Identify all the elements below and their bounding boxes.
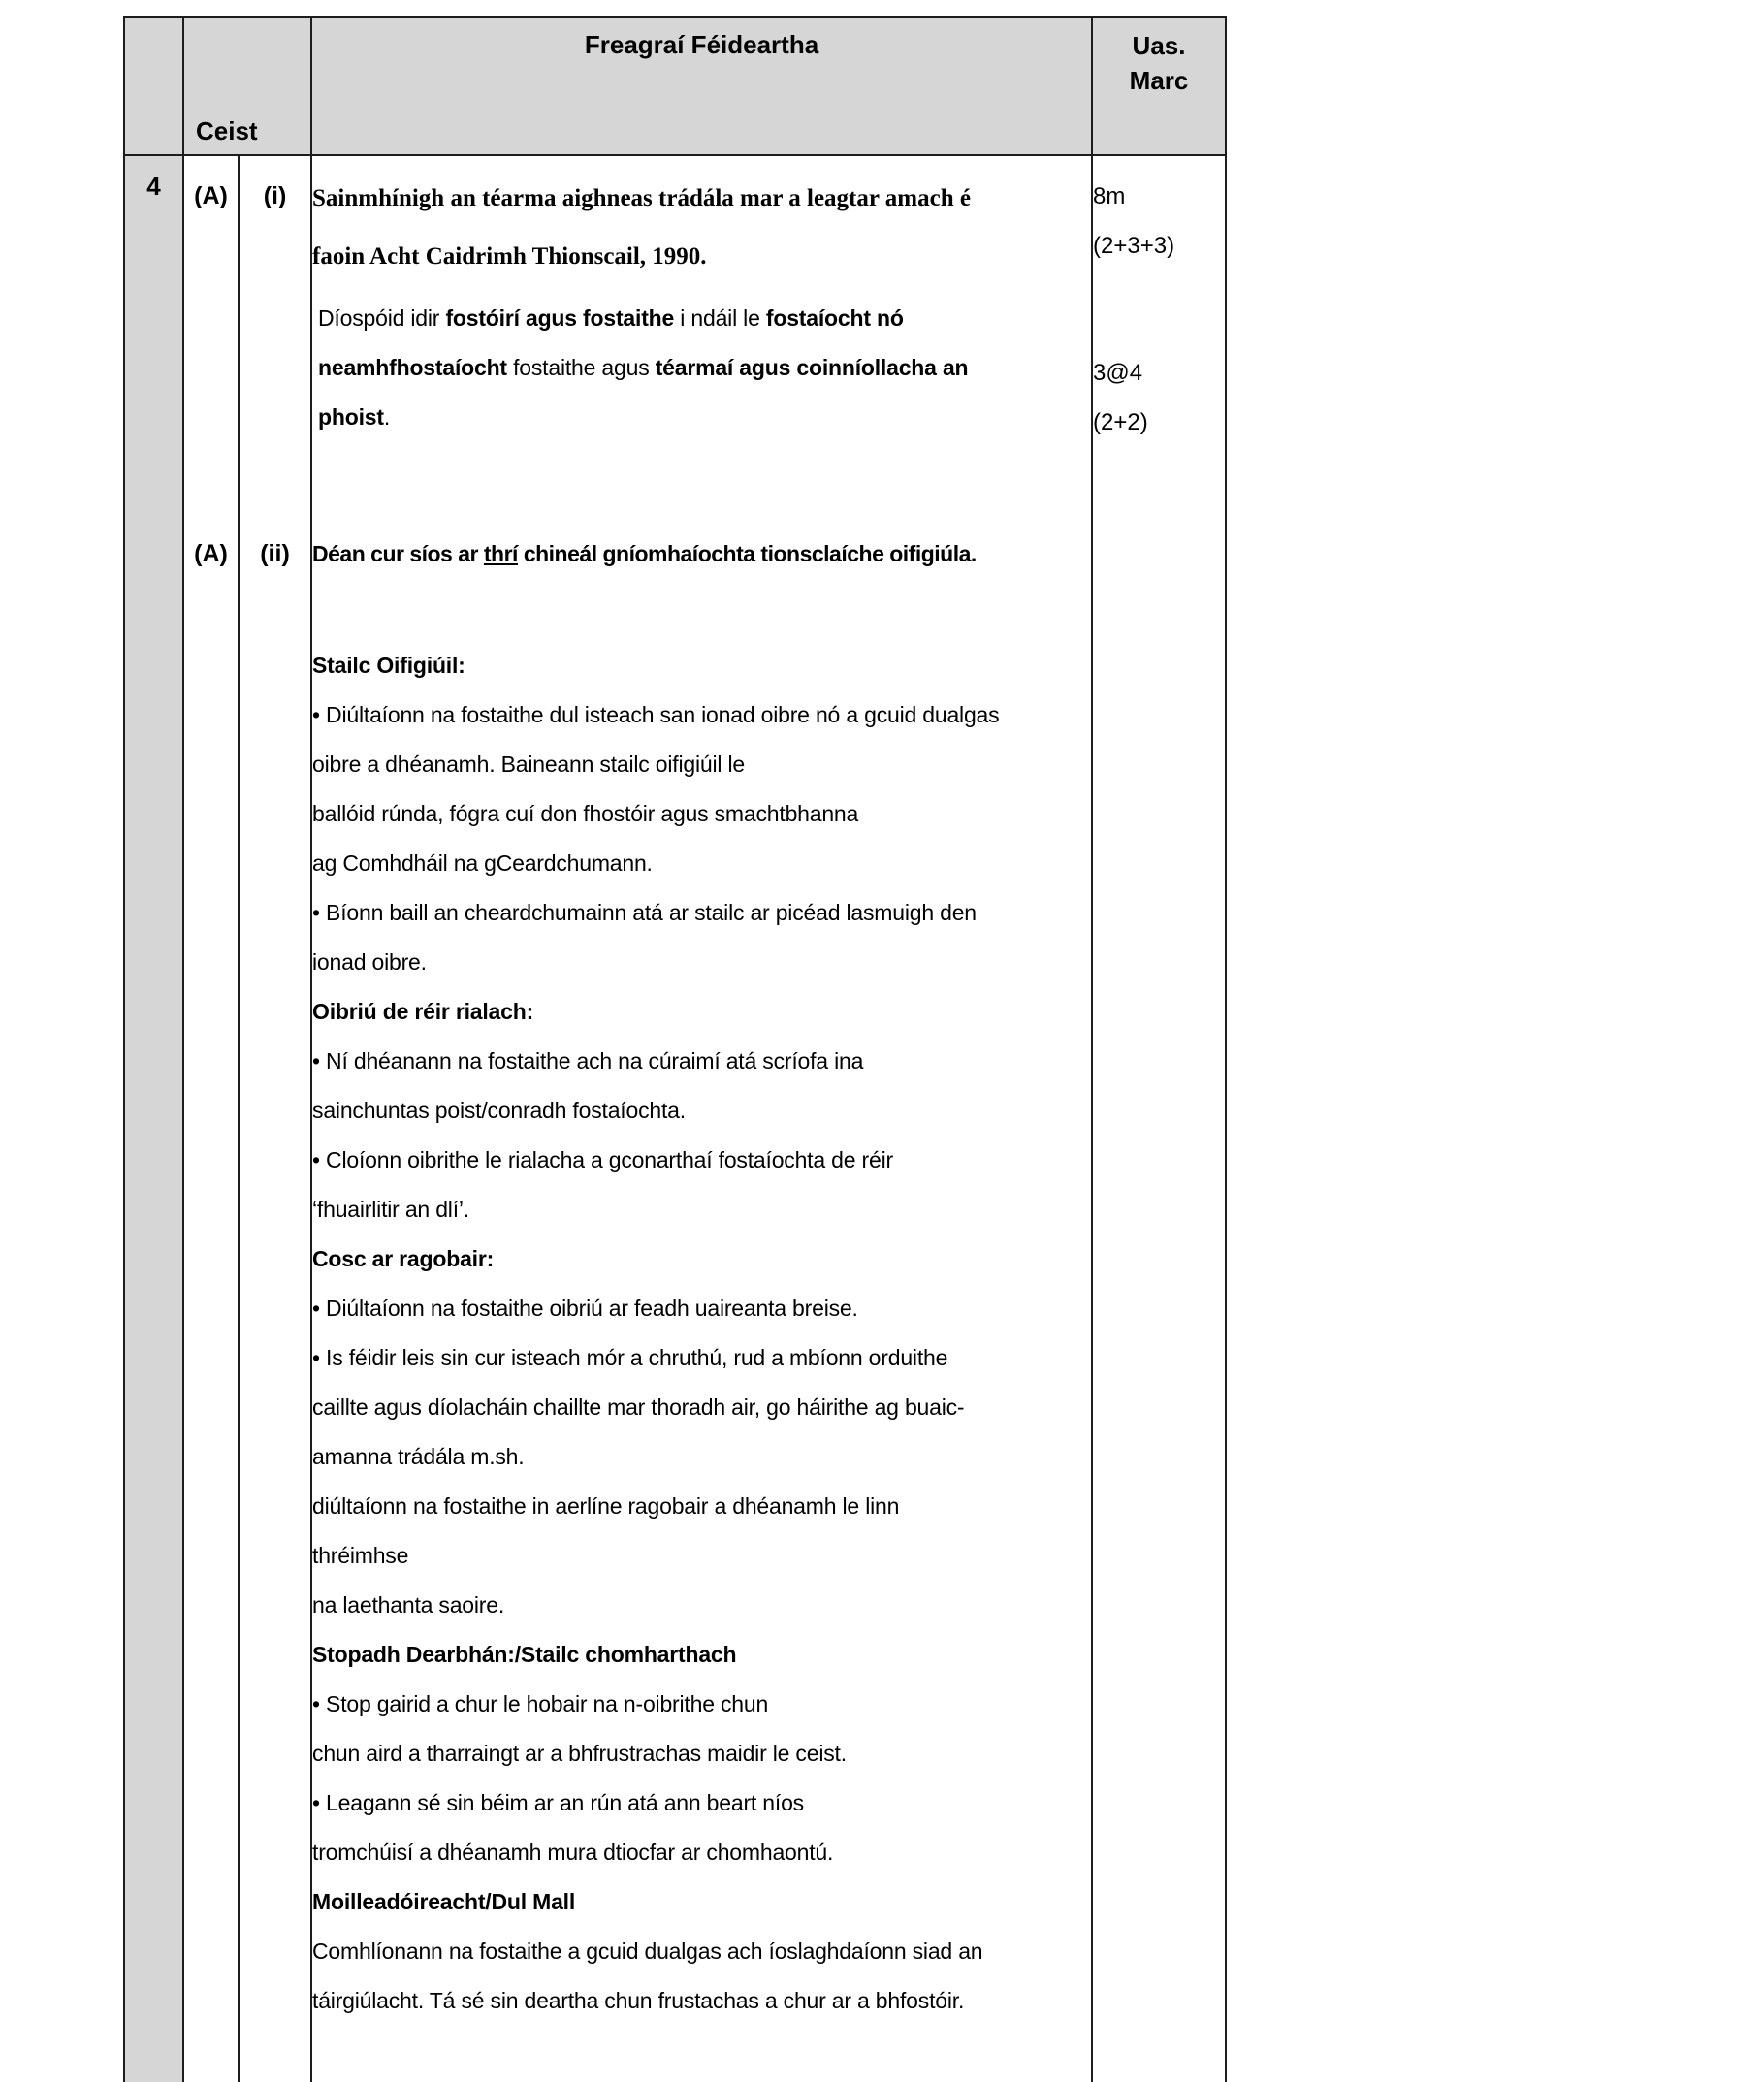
answer-a-ii-text [312, 641, 1091, 2026]
text-segment: diúltaíonn na fostaithe in aerlíne ragobair a dhéanamh le linn [312, 1493, 900, 1519]
text-line [312, 839, 1091, 888]
text-segment: ballóid rúnda, fógra cuí don fhostóir agus smachtbhanna [312, 801, 859, 826]
text-line [312, 1185, 1091, 1234]
subpart-label-ii: (ii) [260, 540, 290, 567]
text-line [312, 1828, 1091, 1877]
text-line [312, 1680, 1091, 1729]
text-segment: • Diúltaíonn na fostaithe oibriú ar feadh uaireanta breise. [312, 1296, 858, 1321]
text-segment: fostaíocht nó [765, 305, 904, 331]
text-line [318, 393, 1091, 442]
text-segment: ionad oibre. [312, 949, 427, 975]
text-segment: • Diúltaíonn na fostaithe dul isteach san ionad oibre nó a gcuid dualgas [312, 702, 1000, 727]
text-line [312, 1877, 1091, 1927]
text-line [312, 938, 1091, 987]
question-a-ii-heading [312, 529, 1091, 579]
text-segment: Cosc ar ragobair: [312, 1246, 495, 1271]
marks-header-line1: Uas. [1132, 31, 1186, 60]
text-segment: neamhfhostaíocht [318, 355, 507, 380]
text-segment: Stailc Oifigiúil: [312, 653, 465, 678]
text-segment: • Is féidir leis sin cur isteach mór a chruthú, rud a mbíonn orduithe [312, 1345, 948, 1370]
text-line [312, 789, 1091, 839]
text-segment: na laethanta saoire. [312, 1592, 505, 1618]
answers-cell [311, 155, 1092, 2082]
text-line [312, 987, 1091, 1037]
text-segment: oibre a dhéanamh. Baineann stailc oifigiúil le [312, 752, 745, 777]
header-cell-answers [311, 17, 1092, 155]
text-segment: amanna trádála m.sh. [312, 1444, 525, 1469]
table-header-row [124, 17, 1226, 155]
mark-breakdown-2: (2+2) [1093, 409, 1148, 435]
text-segment: Oibriú de réir rialach: [312, 999, 534, 1024]
text-segment: Comhlíonann na fostaithe a gcuid dualgas ach íoslaghdaíonn siad an [312, 1938, 983, 1964]
text-line [312, 888, 1091, 938]
text-line [312, 1383, 1091, 1432]
text-segment: • Ní dhéanann na fostaithe ach na cúraimí atá scríofa ina [312, 1048, 864, 1073]
text-segment: chun aird a tharraingt ar a bhfrustrachas maidir le ceist. [312, 1741, 847, 1766]
text-segment: táirgiúlacht. Tá sé sin deartha chun frustachas a chur ar a bhfostóir. [312, 1988, 965, 2013]
text-segment: • Stop gairid a chur le hobair na n-oibrithe chun [312, 1691, 769, 1716]
text-segment: . [383, 404, 391, 430]
text-segment: • Cloíonn oibrithe le rialacha a gconarthaí fostaíochta de réir [312, 1147, 893, 1172]
text-segment: i ndáil le [674, 305, 766, 331]
text-line [312, 1778, 1091, 1828]
marks-header-line2: Marc [1129, 66, 1189, 95]
text-segment: • Bíonn baill an cheardchumainn atá ar stailc ar picéad lasmuigh den [312, 900, 977, 925]
text-line [312, 1729, 1091, 1778]
text-segment: faoin Acht Caidrimh Thionscail, 1990. [312, 243, 707, 270]
mark-group-2 [1093, 348, 1225, 447]
text-segment: Díospóid idir [318, 305, 446, 331]
text-line [312, 1136, 1091, 1185]
answers-column-header: Freagraí Féideartha [584, 30, 819, 59]
text-line [312, 1630, 1091, 1680]
text-line [312, 1927, 1091, 1976]
text-segment: fostaithe agus [506, 355, 656, 380]
part-label-a-ii: (A) [194, 540, 228, 567]
text-line [312, 1333, 1091, 1383]
header-cell-marks [1092, 17, 1226, 155]
text-line [312, 1234, 1091, 1284]
text-segment: tromchúisí a dhéanamh mura dtiocfar ar chomhaontú. [312, 1840, 834, 1865]
subpart-label-cell [239, 155, 311, 2082]
text-segment: sainchuntas poist/conradh fostaíochta. [312, 1098, 686, 1123]
text-line [312, 170, 1091, 228]
marks-column-header [1093, 18, 1225, 98]
text-segment: • Leagann sé sin béim ar an rún atá ann beart níos [312, 1790, 804, 1815]
text-segment: thréimhse [312, 1543, 409, 1568]
text-line [318, 343, 1091, 393]
text-segment: phoist [318, 404, 384, 430]
text-line [312, 1284, 1091, 1333]
marks-cell [1092, 155, 1226, 2082]
text-line [312, 1482, 1091, 1531]
text-segment: chineál gníomhaíochta tionsclaíche oifigiúla. [517, 541, 977, 566]
text-segment: caillte agus díolacháin chaillte mar thoradh air, go háirithe ag buaic- [312, 1394, 965, 1420]
text-line [312, 1037, 1091, 1086]
subpart-label-i: (i) [263, 182, 287, 209]
text-segment: fostóirí agus fostaithe [445, 305, 675, 331]
text-segment: téarmaí agus coinníollacha an [655, 355, 969, 380]
text-line [312, 1976, 1091, 2026]
text-segment: Stopadh Dearbhán:/Stailc chomharthach [312, 1642, 737, 1667]
question-row [124, 155, 1226, 2082]
question-a-i-heading [312, 170, 1091, 286]
part-label-cell [183, 155, 239, 2082]
text-line [312, 641, 1091, 690]
text-segment: thrí [483, 541, 518, 566]
text-segment: Moilleadóireacht/Dul Mall [312, 1889, 576, 1914]
part-label-a-i: (A) [194, 182, 228, 209]
marking-scheme-table [123, 16, 1227, 2082]
text-line [312, 1432, 1091, 1482]
text-line [312, 1581, 1091, 1630]
text-segment: Déan cur síos ar [312, 541, 484, 566]
mark-value-2: 3@4 [1093, 360, 1143, 386]
text-line [312, 529, 1091, 579]
question-number-cell [124, 155, 183, 2082]
text-line [312, 1086, 1091, 1136]
mark-value-1: 8m [1093, 183, 1126, 209]
answer-a-i-text [312, 294, 1091, 442]
text-segment: ag Comhdháil na gCeardchumann. [312, 850, 653, 876]
question-number: 4 [146, 172, 161, 201]
text-segment: Sainmhínigh an téarma aighneas trádála mar a leagtar amach é [312, 185, 971, 211]
text-line [312, 228, 1091, 286]
text-line [312, 690, 1091, 740]
text-line [312, 1531, 1091, 1581]
mark-breakdown-1: (2+3+3) [1093, 233, 1175, 259]
header-cell-empty [124, 17, 183, 155]
ceist-column-header: Ceist [196, 116, 258, 145]
header-cell-ceist [183, 17, 311, 155]
text-line [312, 740, 1091, 789]
mark-group-1 [1093, 172, 1225, 271]
text-segment: ‘fhuairlitir an dlí’. [312, 1197, 469, 1222]
text-line [318, 294, 1091, 343]
